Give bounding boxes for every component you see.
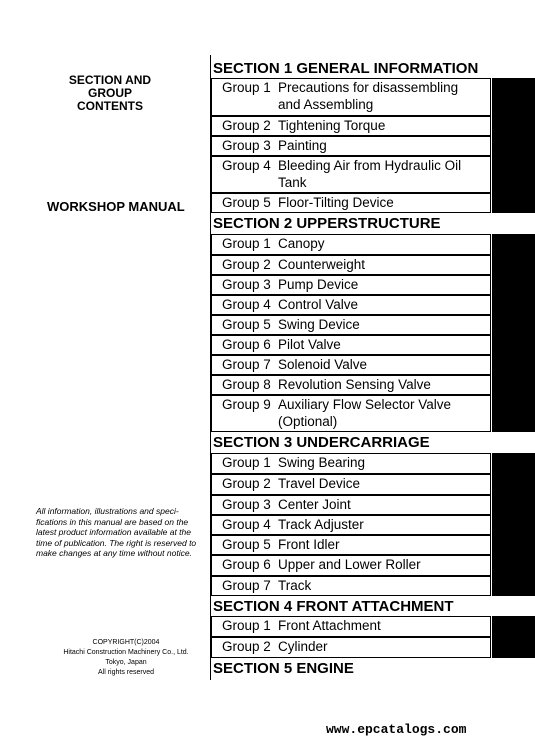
group-title: Tightening Torque [278, 118, 386, 133]
section-2-group-8[interactable] [211, 375, 491, 395]
disclaimer-notice: All information, illustrations and speci-fications in this manual are based on the latest product information available at the time of publication. The right is reserved to make changes at any time without notice. [36, 506, 197, 558]
group-prefix: Group 2 [222, 118, 271, 133]
section-4-group-1[interactable] [211, 616, 491, 637]
group-prefix: Group 5 [222, 195, 271, 210]
copyright-line: All rights reserved [97, 669, 155, 676]
group-title: Control Valve [278, 297, 359, 312]
group-prefix: Group 1 [222, 236, 271, 251]
group-prefix: Group 1 [222, 80, 271, 95]
group-title: Front Attachment [278, 618, 381, 633]
section-tab [492, 295, 535, 315]
section-2-group-1[interactable] [211, 234, 491, 255]
group-title: Cylinder [278, 639, 328, 654]
section-tab [492, 156, 535, 193]
section-3-group-2[interactable] [211, 474, 491, 495]
toc-title-line1: SECTION AND GROUP [68, 73, 152, 100]
group-prefix: Group 4 [222, 297, 271, 312]
section-tab [492, 637, 535, 658]
group-prefix: Group 5 [222, 537, 271, 552]
toc-title-line2: CONTENTS [77, 99, 143, 113]
section-tab [492, 275, 535, 295]
group-prefix: Group 6 [222, 557, 271, 572]
group-prefix: Group 6 [222, 337, 271, 352]
section-1-group-2[interactable] [211, 116, 491, 136]
group-prefix: Group 3 [222, 277, 271, 292]
section-tab [492, 355, 535, 375]
copyright-line: Hitachi Construction Machinery Co., Ltd. [63, 649, 189, 656]
section-tab [492, 495, 535, 515]
group-prefix: Group 7 [222, 357, 271, 372]
website-link[interactable]: www.epcatalogs.com [326, 722, 467, 737]
section-tab [492, 255, 535, 275]
section-2-group-3[interactable] [211, 275, 491, 295]
group-title: Upper and Lower Roller [278, 557, 421, 572]
group-prefix: Group 4 [222, 517, 271, 532]
group-title: Swing Bearing [278, 455, 366, 470]
section-1-title[interactable]: SECTION 1 GENERAL INFORMATION [213, 60, 479, 77]
group-title: Floor-Tilting Device [278, 195, 394, 210]
copyright-line: COPYRIGHT(C)2004 [92, 639, 160, 646]
section-tab [492, 515, 535, 535]
group-title: Swing Device [278, 317, 360, 332]
section-2-group-7[interactable] [211, 355, 491, 375]
section-1-group-4[interactable] [211, 156, 491, 193]
section-tab [492, 78, 535, 116]
section-3-title[interactable]: SECTION 3 UNDERCARRIAGE [213, 434, 430, 451]
section-2-group-5[interactable] [211, 315, 491, 335]
group-title: Precautions for disassembling and Assembling [278, 80, 459, 112]
group-title: Counterweight [278, 257, 366, 272]
section-2-group-2[interactable] [211, 255, 491, 275]
section-tab [492, 375, 535, 395]
workshop-manual-heading: WORKSHOP MANUAL [47, 199, 185, 214]
section-3-group-4[interactable] [211, 515, 491, 535]
group-prefix: Group 9 [222, 397, 271, 412]
group-prefix: Group 2 [222, 257, 271, 272]
section-4-group-2[interactable] [211, 637, 491, 658]
group-prefix: Group 2 [222, 476, 271, 491]
group-title: Solenoid Valve [278, 357, 368, 372]
section-tab [492, 193, 535, 213]
group-title: Track Adjuster [278, 517, 364, 532]
section-tab [492, 576, 535, 596]
group-title: Pump Device [278, 277, 359, 292]
group-prefix: Group 4 [222, 158, 271, 173]
group-title: Track [278, 578, 312, 593]
group-title: Bleeding Air from Hydraulic Oil Tank [278, 158, 462, 190]
group-title: Auxiliary Flow Selector Valve (Optional) [278, 397, 452, 429]
group-prefix: Group 8 [222, 377, 271, 392]
section-1-group-3[interactable] [211, 136, 491, 156]
group-title: Center Joint [278, 497, 351, 512]
section-tab [492, 315, 535, 335]
section-2-title[interactable]: SECTION 2 UPPERSTRUCTURE [213, 215, 441, 232]
group-prefix: Group 7 [222, 578, 271, 593]
section-4-title[interactable]: SECTION 4 FRONT ATTACHMENT [213, 598, 454, 615]
section-tab [492, 136, 535, 156]
section-3-group-5[interactable] [211, 535, 491, 555]
section-tab [492, 453, 535, 474]
section-2-group-4[interactable] [211, 295, 491, 315]
group-prefix: Group 1 [222, 618, 271, 633]
section-tab [492, 116, 535, 136]
section-1-group-1[interactable] [211, 78, 491, 116]
section-tab [492, 395, 535, 432]
section-3-group-1[interactable] [211, 453, 491, 474]
section-3-group-6[interactable] [211, 555, 491, 576]
group-title: Front Idler [278, 537, 340, 552]
group-prefix: Group 2 [222, 639, 271, 654]
group-title: Revolution Sensing Valve [278, 377, 431, 392]
group-prefix: Group 5 [222, 317, 271, 332]
toc-title [48, 74, 172, 113]
section-tab [492, 555, 535, 576]
section-3-group-3[interactable] [211, 495, 491, 515]
section-3-group-7[interactable] [211, 576, 491, 596]
section-tab [492, 474, 535, 495]
section-tab [492, 535, 535, 555]
section-tab [492, 616, 535, 637]
section-2-group-9[interactable] [211, 395, 491, 432]
group-title: Painting [278, 138, 327, 153]
section-5-title[interactable]: SECTION 5 ENGINE [213, 660, 354, 677]
group-title: Travel Device [278, 476, 361, 491]
group-prefix: Group 1 [222, 455, 271, 470]
section-2-group-6[interactable] [211, 335, 491, 355]
copyright-block [50, 638, 202, 678]
group-prefix: Group 3 [222, 138, 271, 153]
section-tab [492, 335, 535, 355]
section-1-group-5[interactable] [211, 193, 491, 213]
section-tab [492, 234, 535, 255]
group-prefix: Group 3 [222, 497, 271, 512]
copyright-line: Tokyo, Japan [105, 659, 147, 666]
group-title: Canopy [278, 236, 325, 251]
group-title: Pilot Valve [278, 337, 341, 352]
